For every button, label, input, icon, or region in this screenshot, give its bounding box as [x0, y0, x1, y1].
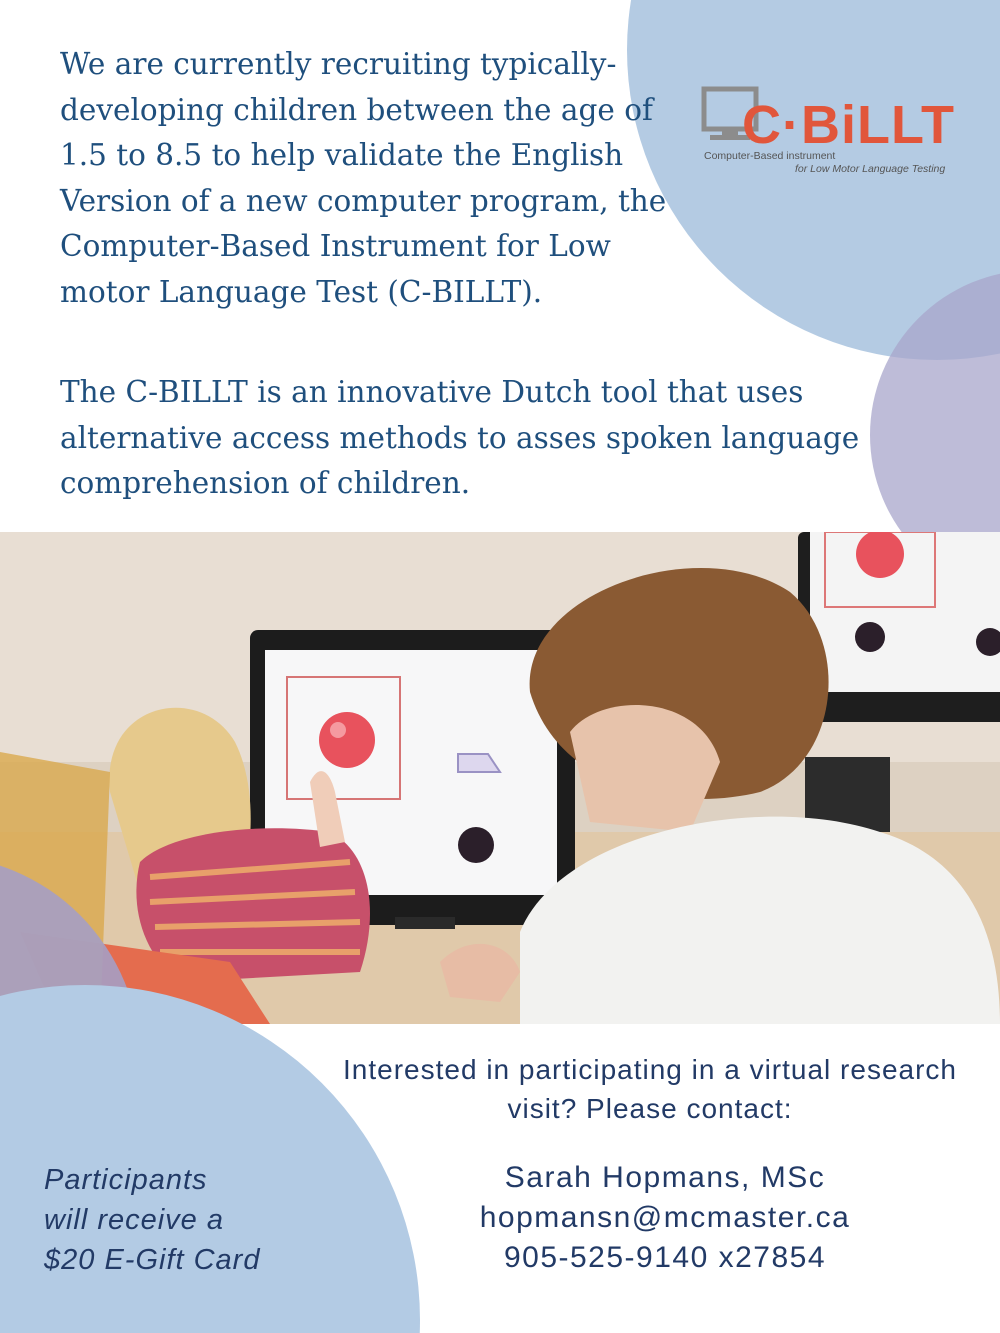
incentive-line-2: will receive a: [44, 1204, 224, 1236]
contact-prompt: Interested in participating in a virtual research visit? Please contact:: [343, 1054, 957, 1124]
logo-wordmark: C·BiLLT: [742, 95, 955, 155]
photo-child-using-computer: [0, 532, 1000, 1024]
contact-phone[interactable]: 905-525-9140 x27854: [503, 1241, 827, 1274]
incentive-line-3: $20 E-Gift Card: [44, 1244, 261, 1276]
incentive-line-1: Participants: [44, 1164, 208, 1196]
decorative-circle-bottom-left: [0, 985, 420, 1333]
contact-details: [360, 1158, 970, 1278]
contact-name: Sarah Hopmans, MSc: [504, 1161, 826, 1194]
recruitment-paragraph: We are currently recruiting typically-developing children between the age of 1.5 to 8.5 to help validate the English Version of a new computer program, the Computer-Based Instrument for Low motor Language Test (C-BILLT).: [60, 47, 667, 309]
contact-email[interactable]: hopmansn@mcmaster.ca: [479, 1201, 851, 1234]
cbillt-logo: [700, 85, 970, 180]
logo-subtitle-line1: Computer-Based instrument: [704, 150, 836, 162]
incentive-text: [44, 1160, 344, 1280]
tool-description-paragraph: The C-BILLT is an innovative Dutch tool that uses alternative access methods to asses spoken language comprehension of children.: [60, 375, 860, 500]
logo-subtitle-line2: for Low Motor Language Testing: [795, 163, 946, 175]
